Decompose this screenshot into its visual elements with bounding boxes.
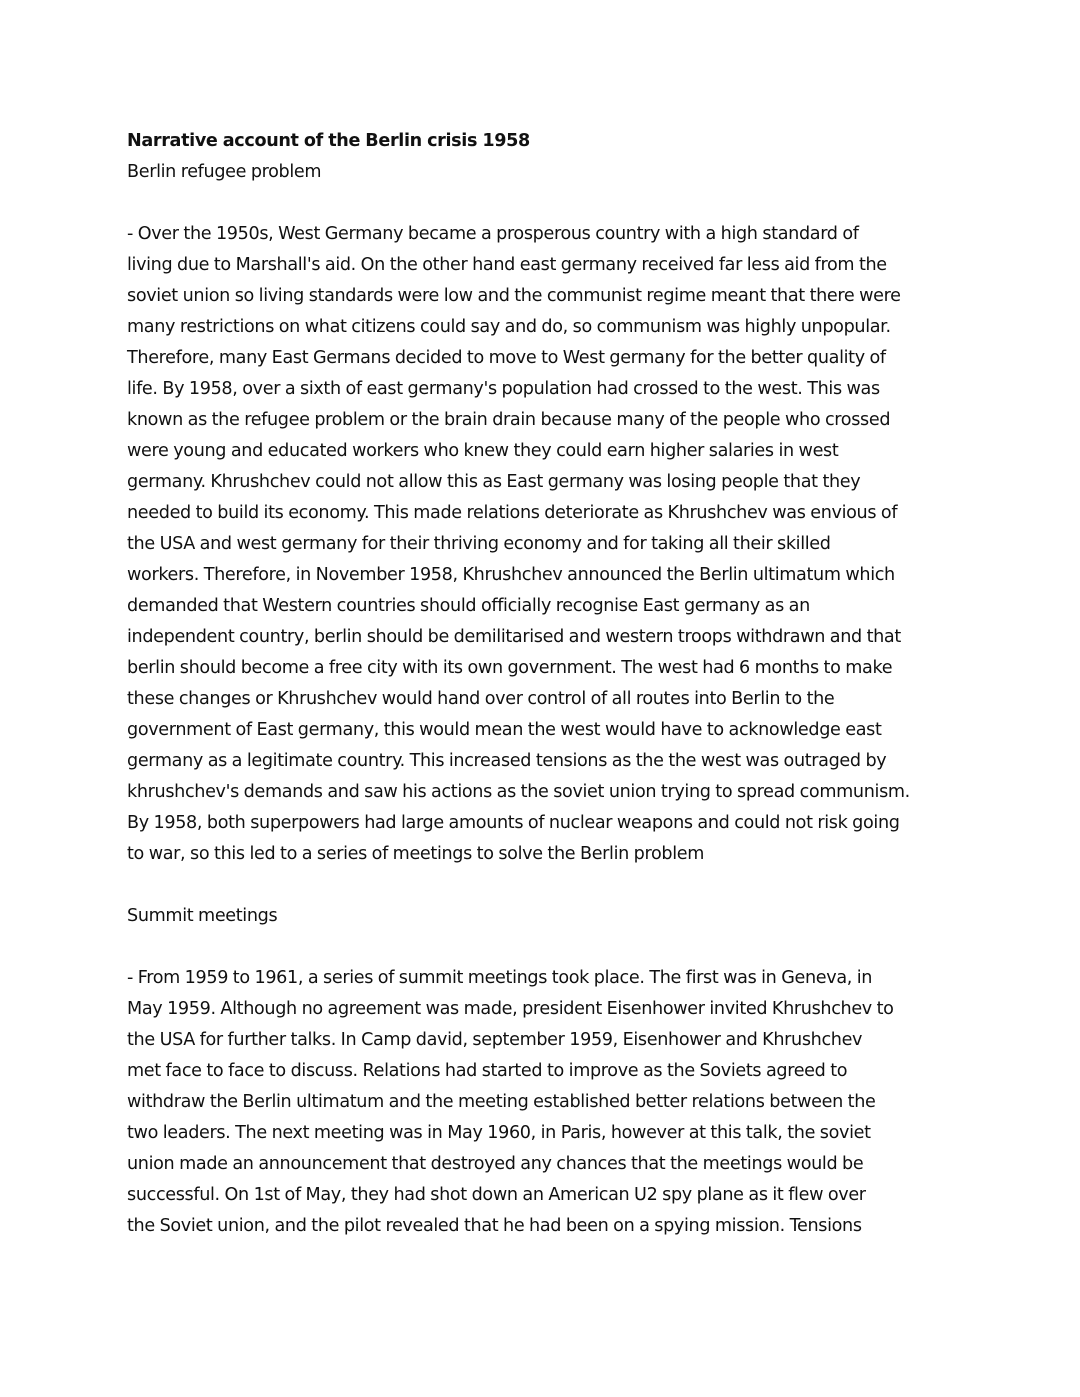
paragraph-line: Therefore, many East Germans decided to move to West germany for the better quality of bbox=[127, 348, 886, 368]
paragraph-line: soviet union so living standards were low and the communist regime meant that there were bbox=[127, 286, 901, 306]
section-berlin-refugee-problem bbox=[127, 157, 967, 870]
paragraph-line: - Over the 1950s, West Germany became a prosperous country with a high standard of bbox=[127, 224, 859, 244]
paragraph-line: germany. Khrushchev could not allow this as East germany was losing people that they bbox=[127, 472, 861, 492]
paragraph-line: two leaders. The next meeting was in May 1960, in Paris, however at this talk, the soviet bbox=[127, 1123, 871, 1143]
paragraph-line: to war, so this led to a series of meetings to solve the Berlin problem bbox=[127, 844, 705, 864]
paragraph-line: were young and educated workers who knew they could earn higher salaries in west bbox=[127, 441, 839, 461]
paragraph-line: life. By 1958, over a sixth of east germany's population had crossed to the west. This was bbox=[127, 379, 880, 399]
blank-line bbox=[127, 932, 967, 963]
paragraph-line: By 1958, both superpowers had large amounts of nuclear weapons and could not risk going bbox=[127, 813, 900, 833]
paragraph-line: the USA and west germany for their thriving economy and for taking all their skilled bbox=[127, 534, 831, 554]
section-paragraph bbox=[127, 219, 967, 870]
paragraph-line: successful. On 1st of May, they had shot down an American U2 spy plane as it flew over bbox=[127, 1185, 866, 1205]
document-title: Narrative account of the Berlin crisis 1958 bbox=[127, 131, 530, 151]
section-summit-meetings bbox=[127, 901, 967, 1242]
paragraph-line: germany as a legitimate country. This increased tensions as the the west was outraged by bbox=[127, 751, 887, 771]
paragraph-line: demanded that Western countries should officially recognise East germany as an bbox=[127, 596, 810, 616]
paragraph-line: May 1959. Although no agreement was made, president Eisenhower invited Khrushchev to bbox=[127, 999, 894, 1019]
paragraph-line: the Soviet union, and the pilot revealed that he had been on a spying mission. Tensions bbox=[127, 1216, 862, 1236]
blank-line bbox=[127, 870, 967, 901]
paragraph-line: government of East germany, this would mean the west would have to acknowledge east bbox=[127, 720, 882, 740]
paragraph-line: independent country, berlin should be demilitarised and western troops withdrawn and that bbox=[127, 627, 901, 647]
paragraph-line: union made an announcement that destroyed any chances that the meetings would be bbox=[127, 1154, 864, 1174]
section-heading: Berlin refugee problem bbox=[127, 162, 322, 182]
paragraph-line: berlin should become a free city with its own government. The west had 6 months to make bbox=[127, 658, 893, 678]
section-heading: Summit meetings bbox=[127, 906, 278, 926]
paragraph-line: living due to Marshall's aid. On the other hand east germany received far less aid from the bbox=[127, 255, 887, 275]
paragraph-line: withdraw the Berlin ultimatum and the meeting established better relations between the bbox=[127, 1092, 876, 1112]
paragraph-line: khrushchev's demands and saw his actions as the soviet union trying to spread communism. bbox=[127, 782, 910, 802]
paragraph-line: known as the refugee problem or the brain drain because many of the people who crossed bbox=[127, 410, 891, 430]
document-page bbox=[127, 126, 967, 1242]
paragraph-line: these changes or Khrushchev would hand over control of all routes into Berlin to the bbox=[127, 689, 835, 709]
paragraph-line: the USA for further talks. In Camp david, september 1959, Eisenhower and Khrushchev bbox=[127, 1030, 863, 1050]
section-paragraph bbox=[127, 963, 967, 1242]
paragraph-line: workers. Therefore, in November 1958, Khrushchev announced the Berlin ultimatum which bbox=[127, 565, 895, 585]
blank-line bbox=[127, 188, 967, 219]
paragraph-line: - From 1959 to 1961, a series of summit meetings took place. The first was in Geneva, in bbox=[127, 968, 873, 988]
paragraph-line: needed to build its economy. This made relations deteriorate as Khrushchev was envious of bbox=[127, 503, 898, 523]
paragraph-line: met face to face to discuss. Relations had started to improve as the Soviets agreed to bbox=[127, 1061, 848, 1081]
paragraph-line: many restrictions on what citizens could say and do, so communism was highly unpopular. bbox=[127, 317, 891, 337]
